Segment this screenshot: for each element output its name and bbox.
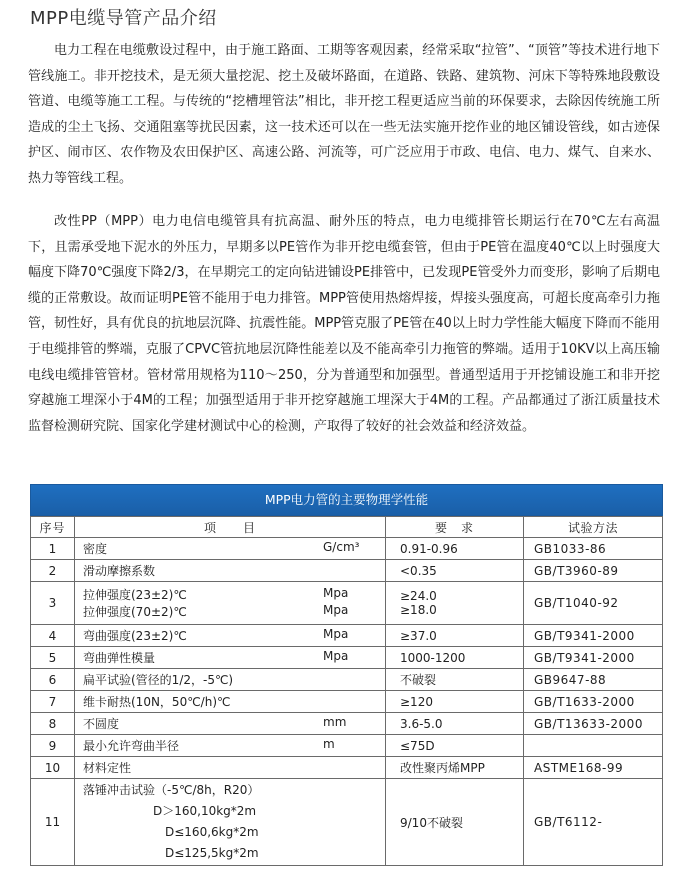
row-unit (323, 759, 363, 776)
row-no: 4 (31, 625, 75, 647)
properties-table (30, 484, 663, 866)
row-unit: m (323, 737, 335, 751)
row-no: 3 (31, 582, 75, 625)
row-test-method: GB/T1633-2000 (524, 691, 663, 713)
table-row (31, 735, 663, 757)
row-requirement: 1000-1200 (386, 647, 524, 669)
table-row (31, 560, 663, 582)
page-title: MPP电缆导管产品介绍 (30, 8, 217, 29)
row-item-sub: D≤160,6kg*2m (165, 825, 259, 839)
row-requirement: 9/10不破裂 (386, 779, 524, 866)
row-unit (323, 671, 363, 688)
intro-paragraph-1: 电力工程在电缆敷设过程中，由于施工路面、工期等客观因素，经常采取“拉管”、“顶管”等技术进行地下管线施工。非开挖技术，是无须大量挖泥、挖土及破坏路面，在道路、铁路、建筑物、河床下等特殊地段敷设管道、电缆等施工工程。与传统的“挖槽埋管法”相比，非开挖工程更适应当前的环保要求，去除因传统施工所造成的尘土飞扬、交通阻塞等扰民因素，这一技术还可以在一些无法实施开挖作业的地区铺设管线，如古迹保护区、闹市区、农作物及农田保护区、高速公路、河流等，可广泛应用于市政、电信、电力、煤气、自来水、热力等管线工程。 (28, 43, 660, 186)
table-row (31, 691, 663, 713)
row-item: 弯曲弹性模量 (83, 651, 156, 665)
row-test-method: GB/T13633-2000 (524, 713, 663, 735)
row-item: 弯曲强度(23±2)℃ (83, 629, 187, 643)
table-row (31, 713, 663, 735)
row-requirement: 0.91-0.96 (386, 538, 524, 560)
header-requirement: 要 求 (386, 517, 524, 538)
row-item: 拉伸强度(70±2)℃ (83, 605, 187, 619)
row-no: 8 (31, 713, 75, 735)
table-row (31, 538, 663, 560)
table-row (31, 625, 663, 647)
row-requirement: ≤75D (386, 735, 524, 757)
row-unit: Mpa (323, 649, 349, 663)
row-requirement: ≥18.0 (400, 603, 437, 617)
row-no: 5 (31, 647, 75, 669)
row-unit: Mpa (323, 603, 349, 617)
row-test-method: GB/T6112- (524, 779, 663, 866)
row-requirement: 改性聚丙烯MPP (386, 757, 524, 779)
row-unit (323, 562, 363, 579)
row-requirement: ≥120 (386, 691, 524, 713)
row-item: 滑动摩擦系数 (83, 564, 156, 578)
row-no: 7 (31, 691, 75, 713)
row-unit (323, 693, 363, 710)
row-item: 拉伸强度(23±2)℃ (83, 588, 187, 602)
row-item-sub: D＞160,10kg*2m (153, 804, 257, 818)
row-item: 不圆度 (83, 717, 120, 731)
row-no: 1 (31, 538, 75, 560)
row-requirement: 不破裂 (386, 669, 524, 691)
row-test-method: GB/T1040-92 (524, 582, 663, 625)
table-row (31, 669, 663, 691)
row-requirement: ≥24.0 (400, 589, 437, 603)
header-item: 项 目 (75, 517, 386, 538)
header-no: 序号 (31, 517, 75, 538)
row-unit: Mpa (323, 627, 349, 641)
table-row (31, 779, 663, 866)
row-test-method: GB/T3960-89 (524, 560, 663, 582)
row-unit: Mpa (323, 586, 349, 600)
row-no: 10 (31, 757, 75, 779)
row-item: 扁平试验(管径的1/2，-5℃) (83, 673, 234, 687)
row-requirement: ≥37.0 (386, 625, 524, 647)
table-title: MPP电力管的主要物理学性能 (30, 484, 663, 516)
row-no: 9 (31, 735, 75, 757)
row-test-method: GB/T9341-2000 (524, 647, 663, 669)
row-no: 2 (31, 560, 75, 582)
row-test-method: ASTME168-99 (524, 757, 663, 779)
row-unit: G/cm³ (323, 540, 360, 554)
table-row (31, 582, 663, 625)
row-test-method (524, 735, 663, 757)
intro-paragraph-2: 改性PP（MPP）电力电信电缆管具有抗高温、耐外压的特点，电力电缆排管长期运行在70℃左右高温下，且需承受地下泥水的外压力，早期多以PE管作为非开挖电缆套管，但由于PE管在温度40℃以上时强度大幅度下降70℃强度下降2/3，在早期完工的定向钻进铺设PE排管中，已发现PE管受外力而变形，影响了后期电缆的正常敷设。故而证明PE管不能用于电力排管。MPP管使用热熔焊接，焊接头强度高，可超长度高牵引力拖管，韧性好，具有优良的抗地层沉降、抗震性能。MPP管克服了PE管在40以上时力学性能大幅度下降而不能用于电缆排管的弊端，克服了CPVC管抗地层沉降性能差以及不能高牵引力拖管的弊端。适用于10KV以上高压输电线电缆排管管材。管材常用规格为110～250，分为普通型和加强型。普通型适用于开挖铺设施工和非开挖穿越施工埋深小于4M的工程；加强型适用于非开挖穿越施工埋深大于4M的工程。产品都通过了浙江质量技术监督检测研究院、国家化学建材测试中心的检测，产取得了较好的社会效益和经济效益。 (28, 214, 660, 434)
row-unit: mm (323, 715, 347, 729)
row-test-method: GB9647-88 (524, 669, 663, 691)
row-item: 落锤冲击试验（-5℃/8h，R20） (83, 783, 260, 797)
row-test-method: GB1033-86 (524, 538, 663, 560)
header-test-method: 试验方法 (524, 517, 663, 538)
row-requirement: 3.6-5.0 (386, 713, 524, 735)
row-item: 维卡耐热(10N，50℃/h)℃ (83, 695, 231, 709)
table-row (31, 757, 663, 779)
table-header-row (31, 517, 663, 538)
row-no: 11 (31, 779, 75, 866)
row-test-method: GB/T9341-2000 (524, 625, 663, 647)
row-requirement: <0.35 (386, 560, 524, 582)
row-item: 最小允许弯曲半径 (83, 739, 180, 753)
row-item-sub: D≤125,5kg*2m (165, 846, 259, 860)
row-item: 密度 (83, 542, 108, 556)
row-item: 材料定性 (83, 761, 132, 775)
row-no: 6 (31, 669, 75, 691)
table-row (31, 647, 663, 669)
